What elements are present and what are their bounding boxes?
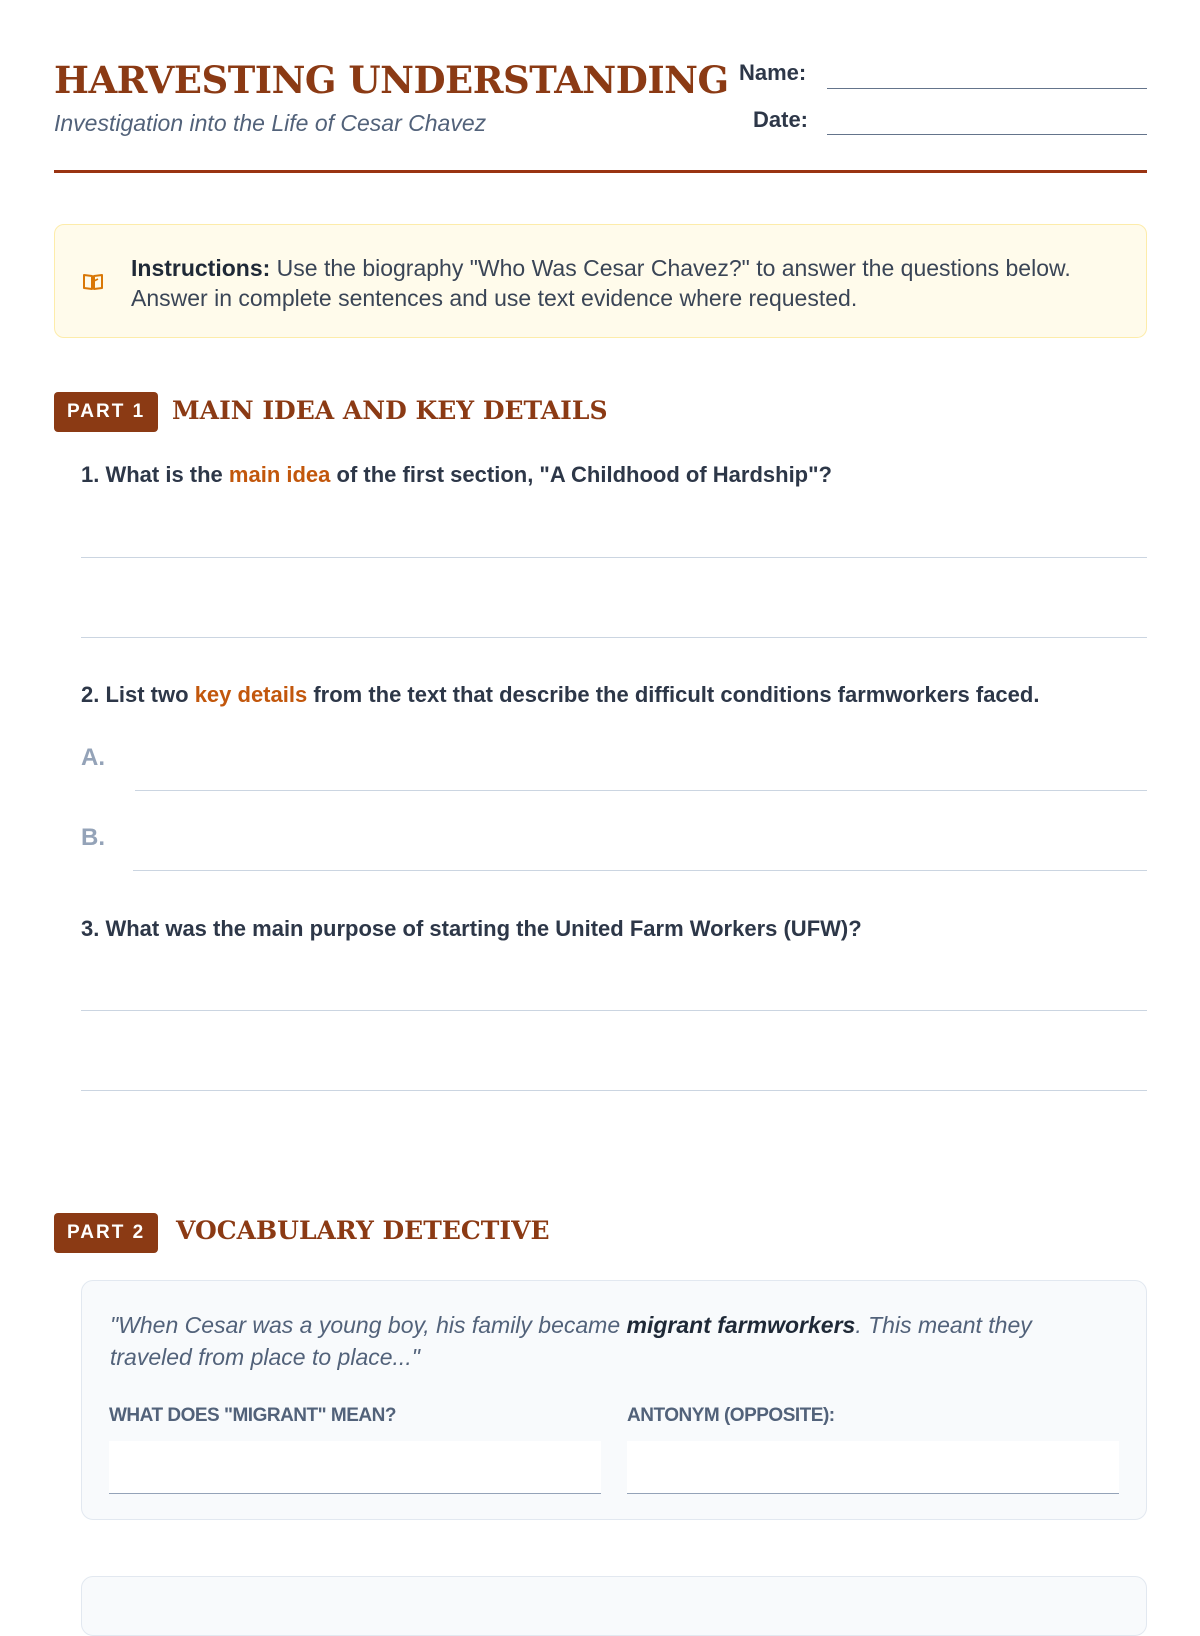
date-field[interactable] (827, 134, 1147, 135)
answer-letter-b: B. (81, 824, 105, 851)
question-2 (81, 682, 1039, 708)
part-1-title: MAIN IDEA AND KEY DETAILS (172, 396, 608, 425)
vocabulary-quote (110, 1309, 1110, 1373)
answer-line[interactable] (81, 1090, 1147, 1091)
quote-text-start: "When Cesar was a young boy, his family became (110, 1312, 627, 1338)
question-2-text-start: 2. List two (81, 682, 195, 707)
part-2-title: VOCABULARY DETECTIVE (176, 1216, 550, 1245)
page-title: HARVESTING UNDERSTANDING (54, 58, 729, 102)
question-1-highlight: main idea (228, 462, 331, 487)
question-1 (81, 462, 832, 488)
page-subtitle: Investigation into the Life of Cesar Chavez (54, 110, 487, 136)
name-field[interactable] (827, 88, 1147, 89)
answer-line-b[interactable] (133, 870, 1147, 871)
antonym-label: ANTONYM (OPPOSITE): (627, 1405, 835, 1426)
name-label: Name: (739, 60, 807, 85)
question-2-highlight: key details (194, 682, 308, 707)
meaning-label: WHAT DOES "MIGRANT" MEAN? (109, 1405, 396, 1426)
next-section-box (81, 1576, 1147, 1636)
answer-letter-a: A. (81, 744, 105, 771)
part-2-badge: PART 2 (54, 1213, 158, 1253)
instructions-text (131, 253, 1091, 313)
question-1-text-end: of the first section, "A Childhood of Hardship"? (330, 462, 832, 487)
quote-text-end: . This meant they traveled from place to place..." (110, 1312, 1032, 1370)
antonym-input[interactable] (627, 1441, 1119, 1494)
question-2-text-end: from the text that describe the difficult conditions farmworkers faced. (307, 682, 1040, 707)
worksheet-page (54, 0, 1147, 1426)
answer-line[interactable] (81, 1010, 1147, 1011)
quote-keyword: migrant farmworkers (626, 1312, 856, 1338)
answer-line-a[interactable] (135, 790, 1147, 791)
meaning-input[interactable] (109, 1441, 601, 1494)
answer-line[interactable] (81, 557, 1147, 558)
part-1-badge: PART 1 (54, 392, 158, 432)
question-1-text-start: 1. What is the (81, 462, 229, 487)
vocabulary-box (81, 1280, 1147, 1520)
instructions-box (54, 224, 1147, 338)
answer-line[interactable] (81, 637, 1147, 638)
worksheet-header (54, 0, 1147, 173)
instructions-label: Instructions: (131, 255, 271, 281)
date-label: Date: (753, 107, 809, 132)
instructions-body: Use the biography "Who Was Cesar Chavez?" to answer the questions below. Answer in complete sentences and use text evidence where requested. (131, 255, 1071, 311)
book-icon (82, 272, 104, 292)
question-3: 3. What was the main purpose of starting the United Farm Workers (UFW)? (81, 916, 862, 941)
